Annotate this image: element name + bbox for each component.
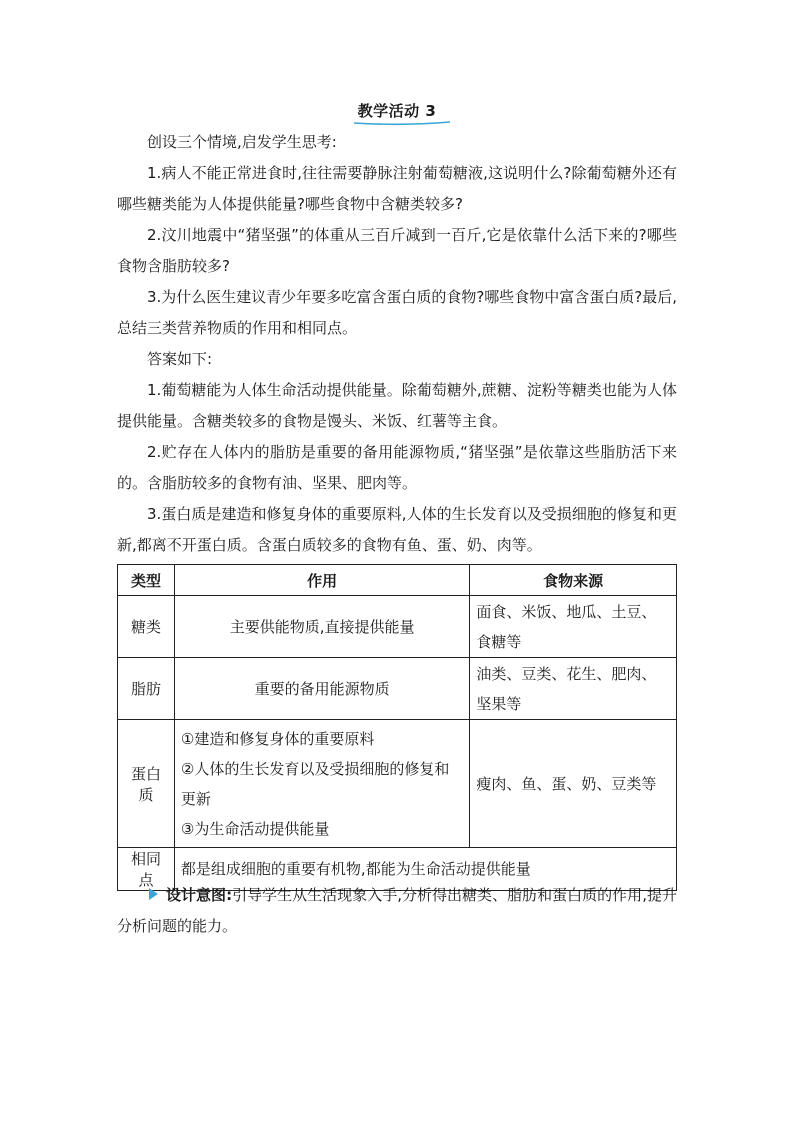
design-intent-text: 引导学生从生活现象入手,分析得出糖类、脂肪和蛋白质的作用,提升分析问题的能力。 [117,886,677,935]
row-type-cell: 糖类 [118,596,175,658]
table-row [118,720,677,848]
question-2: 2.汶川地震中“猪坚强”的体重从三百斤减到一百斤,它是依靠什么活下来的?哪些食物含脂肪较多? [117,226,677,275]
row-function-cell: 主要供能物质,直接提供能量 [174,596,469,658]
function-item: ③为生命活动提供能量 [180,819,330,838]
function-item: ①建造和修复身体的重要原料 [180,729,375,748]
title-block [0,100,794,125]
triangle-arrow-icon [149,888,158,900]
row-source-cell: 面食、米饭、地瓜、土豆、食糖等 [470,596,677,658]
nutrient-table [117,564,677,891]
header-source: 食物来源 [470,565,677,596]
page-title [352,100,443,125]
summary-text-cell: 都是组成细胞的重要有机物,都能为生命活动提供能量 [174,848,676,891]
answer-3: 3.蛋白质是建造和修复身体的重要原料,人体的生长发育以及受损细胞的修复和更新,都离不开蛋白质。含蛋白质较多的食物有鱼、蛋、奶、肉等。 [117,505,677,554]
row-source-cell: 瘦肉、鱼、蛋、奶、豆类等 [470,720,677,848]
summary-label-cell: 相同点 [118,848,175,891]
row-function-cell [174,720,469,848]
design-intent-label: 设计意图: [166,886,233,904]
title-underline-decoration [352,119,452,127]
answer-2: 2.贮存在人体内的脂肪是重要的备用能源物质,“猪坚强”是依靠这些脂肪活下来的。含脂肪较多的食物有油、坚果、肥肉等。 [117,443,677,492]
table-header-row [118,565,677,596]
table-row [118,596,677,658]
question-3: 3.为什么医生建议青少年要多吃富含蛋白质的食物?哪些食物中富含蛋白质?最后,总结三类营养物质的作用和相同点。 [117,288,678,337]
answer-1: 1.葡萄糖能为人体生命活动提供能量。除葡萄糖外,蔗糖、淀粉等糖类也能为人体提供能量。含糖类较多的食物是馒头、米饭、红薯等主食。 [117,381,677,430]
row-type-cell: 脂肪 [118,658,175,720]
design-intent [117,880,677,942]
question-1: 1.病人不能正常进食时,往往需要静脉注射葡萄糖液,这说明什么?除葡萄糖外还有哪些糖类能为人体提供能量?哪些食物中含糖类较多? [117,164,677,213]
page-title-text: 教学活动 3 [357,102,437,120]
design-intent-paragraph [117,880,677,942]
row-type-cell: 蛋白质 [118,720,175,848]
header-type: 类型 [118,565,175,596]
intro-paragraph: 创设三个情境,启发学生思考: [147,133,337,151]
table-row [118,658,677,720]
row-source-cell: 油类、豆类、花生、肥肉、坚果等 [470,658,677,720]
row-function-cell: 重要的备用能源物质 [174,658,469,720]
answer-heading: 答案如下: [147,350,213,368]
function-item: ②人体的生长发育以及受损细胞的修复和更新 [180,759,450,808]
header-function: 作用 [174,565,469,596]
body-text [117,127,677,561]
